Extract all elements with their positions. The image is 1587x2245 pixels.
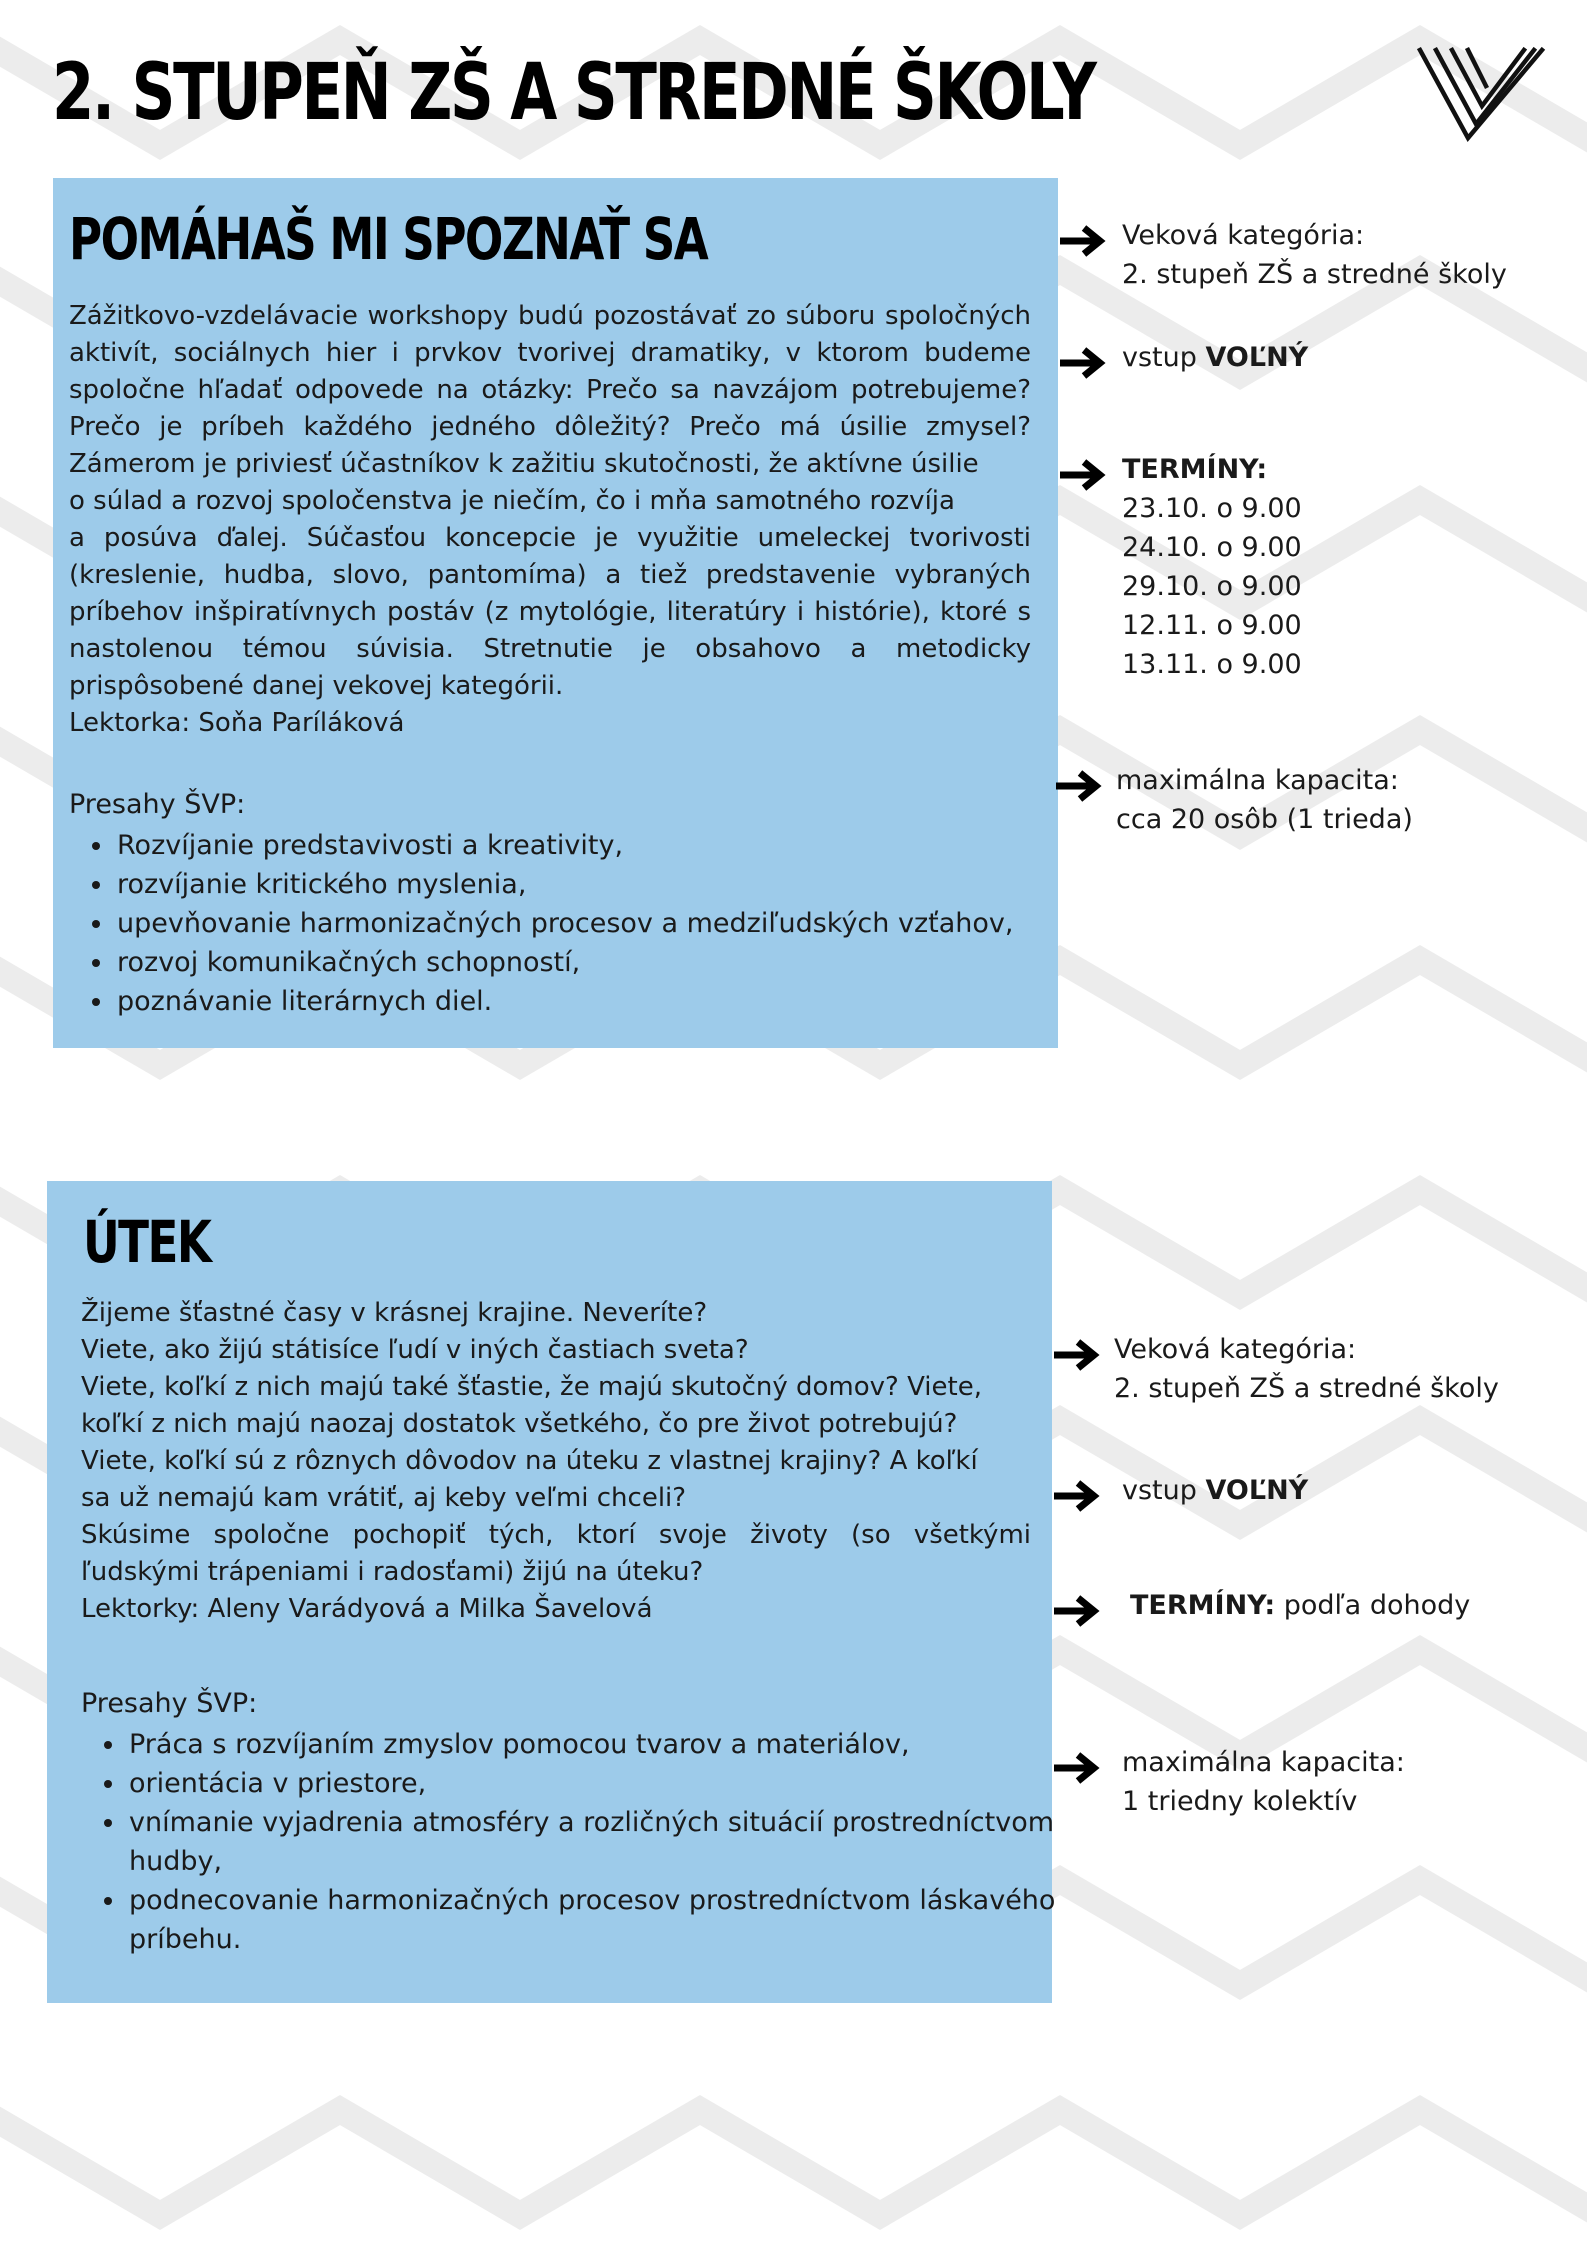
capacity-value: 1 triedny kolektív [1122,1786,1358,1817]
svp-label: Presahy ŠVP: [69,789,246,820]
date-item: 24.10. o 9.00 [1122,532,1302,563]
capacity-label: maximálna kapacita: [1122,1747,1405,1778]
arrow-right-icon [1052,1479,1100,1513]
program-card-utek [47,1181,1056,2003]
svp-item: • podnecovanie harmonizačných procesov prostredníctvom láskavého príbehu. [127,1881,1087,1959]
svp-item: • poznávanie literárnych diel. [115,982,1075,1021]
svp-list [81,1725,1087,1959]
svp-item: • rozvoj komunikačných schopností, [115,943,1075,982]
arrow-right-icon [1052,1594,1100,1628]
entry-value: VOĽNÝ [1205,342,1309,373]
arrow-right-icon [1058,224,1106,258]
date-item: 29.10. o 9.00 [1122,571,1302,602]
description-line: Žijeme šťastné časy v krásnej krajine. Neveríte? [81,1298,708,1328]
description-line: spoločne hľadať odpovede na otázky: Prečo sa navzájom potrebujeme? [69,375,1031,405]
program-title: ÚTEK [83,1208,211,1276]
description-line: aktivít, sociálnych hier i prvkov tvorivej dramatiky, v ktorom budeme [69,338,1031,368]
description-line: a posúva ďalej. Súčasťou koncepcie je využitie umeleckej tvorivosti [69,523,1031,553]
lecturer-line: Lektorky: Aleny Varádyová a Milka Šavelová [81,1594,653,1624]
entry-label: vstup [1122,1475,1197,1506]
svp-item: • Rozvíjanie predstavivosti a kreativity, [115,826,1075,865]
description-line: Zážitkovo-vzdelávacie workshopy budú pozostávať zo súboru spoločných [69,301,1031,331]
date-item: 13.11. o 9.00 [1122,649,1302,680]
entry-value: VOĽNÝ [1205,1475,1309,1506]
program-card-pomahas-mi-spoznat-sa [53,178,1058,1048]
description-line: Viete, ako žijú státisíce ľudí v iných častiach sveta? [81,1335,749,1365]
program-title: POMÁHAŠ MI SPOZNAŤ SA [69,205,708,273]
stripes-v-logo [1416,44,1548,144]
arrow-right-icon [1052,1338,1100,1372]
svp-item: • orientácia v priestore, [127,1764,1087,1803]
dates-label: TERMÍNY: [1130,1590,1276,1621]
description-line: Viete, koľkí z nich majú také šťastie, že majú skutočný domov? Viete, [81,1372,982,1402]
age-label: Veková kategória: [1114,1334,1357,1365]
svp-item: • upevňovanie harmonizačných procesov a medziľudských vzťahov, [115,904,1075,943]
svp-item: • rozvíjanie kritického myslenia, [115,865,1075,904]
lecturer-line: Lektorka: Soňa Paríláková [69,708,405,738]
svp-label: Presahy ŠVP: [81,1688,258,1719]
description-line: prispôsobené danej vekovej kategórii. [69,671,564,701]
svp-item: • Práca s rozvíjaním zmyslov pomocou tvarov a materiálov, [127,1725,1087,1764]
arrow-right-icon [1052,1751,1100,1785]
age-value: 2. stupeň ZŠ a stredné školy [1114,1373,1499,1404]
arrow-right-icon [1058,458,1106,492]
dates-label: TERMÍNY: [1122,454,1268,485]
description-line: Skúsime spoločne pochopiť tých, ktorí svoje životy (so všetkými [81,1520,1031,1550]
age-label: Veková kategória: [1122,220,1365,251]
description-line: Viete, koľkí sú z rôznych dôvodov na úteku z vlastnej krajiny? A koľkí [81,1446,978,1476]
description-line: Zámerom je priviesť účastníkov k zažitiu skutočnosti, že aktívne úsilie [69,449,979,479]
capacity-label: maximálna kapacita: [1116,765,1399,796]
description-line: nastolenou témou súvisia. Stretnutie je obsahovo a metodicky [69,634,1031,664]
description-line: príbehov inšpiratívnych postáv (z mytológie, literatúry i histórie), ktoré s [69,597,1031,627]
capacity-value: cca 20 osôb (1 trieda) [1116,804,1413,835]
date-item: 12.11. o 9.00 [1122,610,1302,641]
description-line: koľkí z nich majú naozaj dostatok všetkého, čo pre život potrebujú? [81,1409,958,1439]
dates-value: podľa dohody [1283,1590,1471,1621]
chevron-row [0,2110,1587,2215]
description-line: sa už nemajú kam vrátiť, aj keby veľmi chceli? [81,1483,687,1513]
page-title: 2. STUPEŇ ZŠ A STREDNÉ ŠKOLY [52,48,1095,138]
svp-item: • vnímanie vyjadrenia atmosféry a rozličných situácií prostredníctvom hudby, [127,1803,1087,1881]
svp-list [69,826,1075,1021]
date-item: 23.10. o 9.00 [1122,493,1302,524]
description-line: Prečo je príbeh každého jedného dôležitý? Prečo má úsilie zmysel? [69,412,1031,442]
description-line: o súlad a rozvoj spoločenstva je niečím, čo i mňa samotného rozvíja [69,486,955,516]
arrow-right-icon [1054,769,1102,803]
program-description [81,1295,1031,1628]
program-description [69,298,1031,742]
entry-label: vstup [1122,342,1197,373]
arrow-right-icon [1058,346,1106,380]
description-line: (kreslenie, hudba, slovo, pantomíma) a tiež predstavenie vybraných [69,560,1031,590]
age-value: 2. stupeň ZŠ a stredné školy [1122,259,1507,290]
description-line: ľudskými trápeniami i radosťami) žijú na úteku? [81,1557,704,1587]
